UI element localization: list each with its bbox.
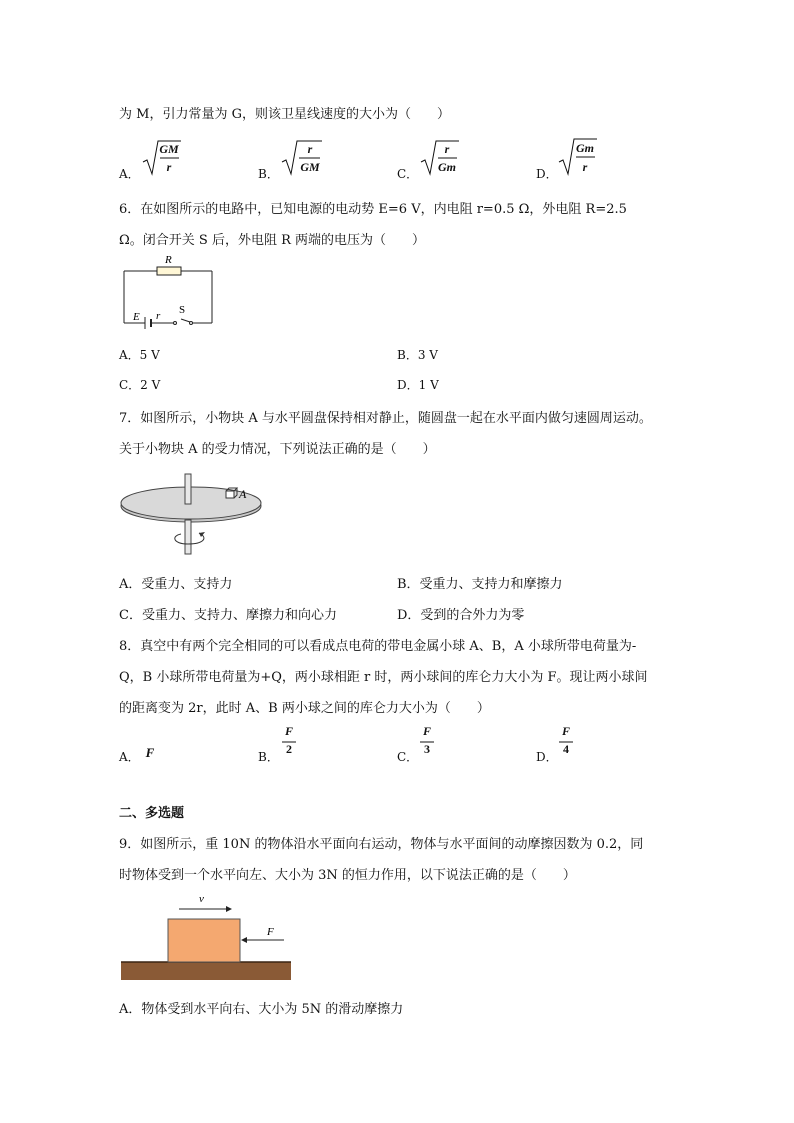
q9-text-line2: 时物体受到一个水平向左、大小为 3N 的恒力作用，以下说法正确的是（ ） xyxy=(119,868,576,883)
block-a-label: A xyxy=(239,487,247,501)
q8-option-d-num: F xyxy=(561,724,570,738)
resistor-label: R xyxy=(165,254,172,266)
q8-option-a-value: F xyxy=(145,745,155,760)
q6-text-line2: Ω。闭合开关 S 后，外电阻 R 两端的电压为（ ） xyxy=(119,233,426,248)
q5-option-a-num: GM xyxy=(159,142,179,156)
q5-option-c-label: C． xyxy=(397,167,419,181)
q5-option-b-den: GM xyxy=(300,160,320,174)
switch-pivot xyxy=(174,322,177,325)
q5-option-a-label: A． xyxy=(119,167,140,181)
q7-option-d: D．受到的合外力为零 xyxy=(397,608,525,623)
switch-label: S xyxy=(179,304,186,316)
q5-option-c-num: r xyxy=(444,142,450,156)
q8-option-c-den: 3 xyxy=(424,742,430,756)
q9-option-a: A．物体受到水平向右、大小为 5N 的滑动摩擦力 xyxy=(119,1002,404,1017)
q8-text-line1: 8．真空中有两个完全相同的可以看成点电荷的带电金属小球 A、B，A 小球所带电荷量为- xyxy=(119,639,637,654)
q5-option-d-num: Gm xyxy=(576,141,594,155)
q8-option-a-label: A． xyxy=(119,750,140,764)
velocity-label: v xyxy=(199,893,204,905)
axle-bottom xyxy=(185,520,191,554)
q9-block-diagram xyxy=(119,890,293,984)
q5-option-b-label: B． xyxy=(258,167,279,181)
q8-option-d-label: D． xyxy=(536,750,558,764)
ground xyxy=(121,962,291,980)
q6-circuit-diagram xyxy=(119,253,219,329)
q7-text-line2: 关于小物块 A 的受力情况，下列说法正确的是（ ） xyxy=(119,442,436,457)
sliding-block xyxy=(168,919,240,962)
q8-option-b-label: B． xyxy=(258,750,279,764)
q5-option-b-num: r xyxy=(307,142,313,156)
internal-resistance-label: r xyxy=(156,310,161,322)
q7-text-line1: 7．如图所示，小物块 A 与水平圆盘保持相对静止，随圆盘一起在水平面内做匀速圆周运动。 xyxy=(119,411,652,426)
q9-text-line1: 9．如图所示，重 10N 的物体沿水平面向右运动，物体与水平面间的动摩擦因数为 0.2，同 xyxy=(119,837,644,852)
switch-contact xyxy=(190,322,193,325)
q8-text-line3: 的距离变为 2r，此时 A、B 两小球之间的库仑力大小为（ ） xyxy=(119,701,490,716)
q7-option-a: A．受重力、支持力 xyxy=(119,577,233,592)
q7-option-b: B．受重力、支持力和摩擦力 xyxy=(397,577,563,592)
q6-option-c: C．2 V xyxy=(119,378,161,392)
q5-option-d-label: D． xyxy=(536,167,558,181)
q8-option-b-num: F xyxy=(284,724,293,738)
q5-option-c-den: Gm xyxy=(438,160,456,174)
q8-option-c-num: F xyxy=(422,724,431,738)
block-a xyxy=(226,491,234,498)
q5-option-a-den: r xyxy=(166,160,172,174)
q6-text-line1: 6．在如图所示的电路中，已知电源的电动势 E=6 V，内电阻 r=0.5 Ω，外电阻 R=2.5 xyxy=(119,202,627,217)
q8-option-b-den: 2 xyxy=(286,742,292,756)
q7-option-c: C．受重力、支持力、摩擦力和向心力 xyxy=(119,608,337,623)
axle-top xyxy=(185,474,191,504)
q6-option-a: A．5 V xyxy=(119,348,160,362)
section-heading-multiple-choice: 二、多选题 xyxy=(119,806,185,821)
q8-text-line2: Q，B 小球所带电荷量为+Q，两小球相距 r 时，两小球间的库仑力大小为 F。现让两小球间 xyxy=(119,670,648,685)
q8-option-c-label: C． xyxy=(397,750,419,764)
emf-label: E xyxy=(133,311,140,323)
q6-option-d: D．1 V xyxy=(397,378,439,392)
force-label: F xyxy=(267,926,274,938)
q5-option-d-den: r xyxy=(582,160,588,174)
q5-text: 为 M，引力常量为 G，则该卫星线速度的大小为（ ） xyxy=(119,107,450,122)
q6-option-b: B．3 V xyxy=(397,348,438,362)
resistor-shape xyxy=(157,267,181,275)
q7-turntable-diagram xyxy=(119,470,271,556)
q8-option-d-den: 4 xyxy=(563,742,569,756)
